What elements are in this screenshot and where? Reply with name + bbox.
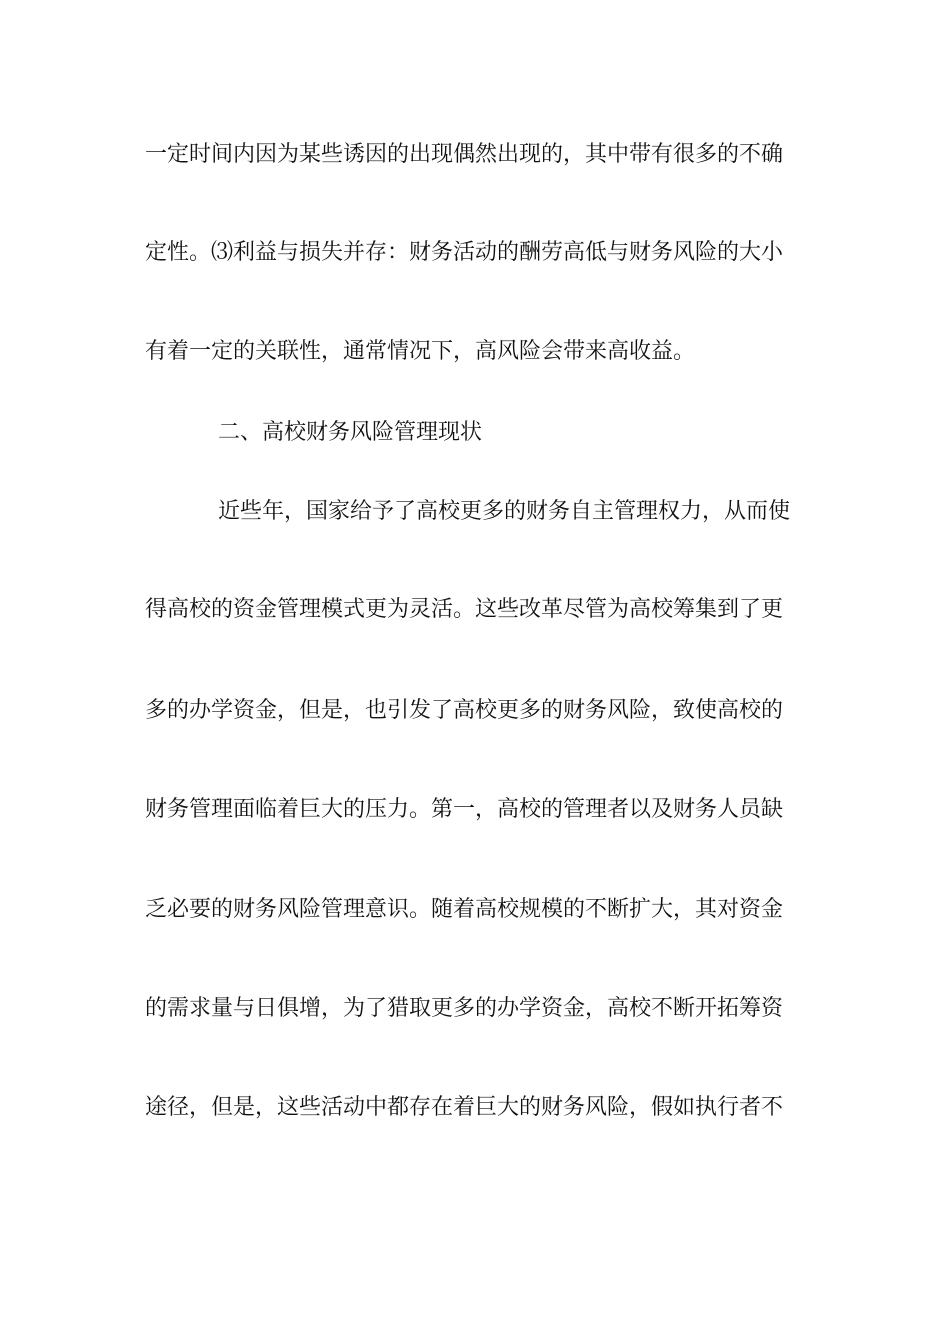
paragraph-line: 财务管理面临着巨大的压力。第一，高校的管理者以及财务人员缺 bbox=[145, 797, 784, 822]
paragraph-line: 的需求量与日俱增，为了猎取更多的办学资金，高校不断开拓筹资 bbox=[145, 996, 784, 1021]
paragraph-line: 多的办学资金，但是，也引发了高校更多的财务风险，致使高校的 bbox=[145, 698, 784, 723]
text-line: 有着一定的关联性，通常情况下，高风险会带来高收益。 bbox=[145, 339, 696, 364]
paragraph-line: 乏必要的财务风险管理意识。随着高校规模的不断扩大，其对资金 bbox=[145, 897, 784, 922]
paragraph-line: 途径，但是，这些活动中都存在着巨大的财务风险，假如执行者不 bbox=[145, 1095, 784, 1120]
paragraph-line: 得高校的资金管理模式更为灵活。这些改革尽管为高校筹集到了更 bbox=[145, 597, 784, 622]
text-line: 一定时间内因为某些诱因的出现偶然出现的，其中带有很多的不确 bbox=[145, 142, 784, 167]
text-line: 定性。⑶利益与损失并存：财务活动的酬劳高低与财务风险的大小 bbox=[145, 240, 784, 265]
section-heading: 二、高校财务风险管理现状 bbox=[218, 420, 483, 445]
paragraph-line: 近些年，国家给予了高校更多的财务自主管理权力，从而使 bbox=[218, 499, 791, 524]
